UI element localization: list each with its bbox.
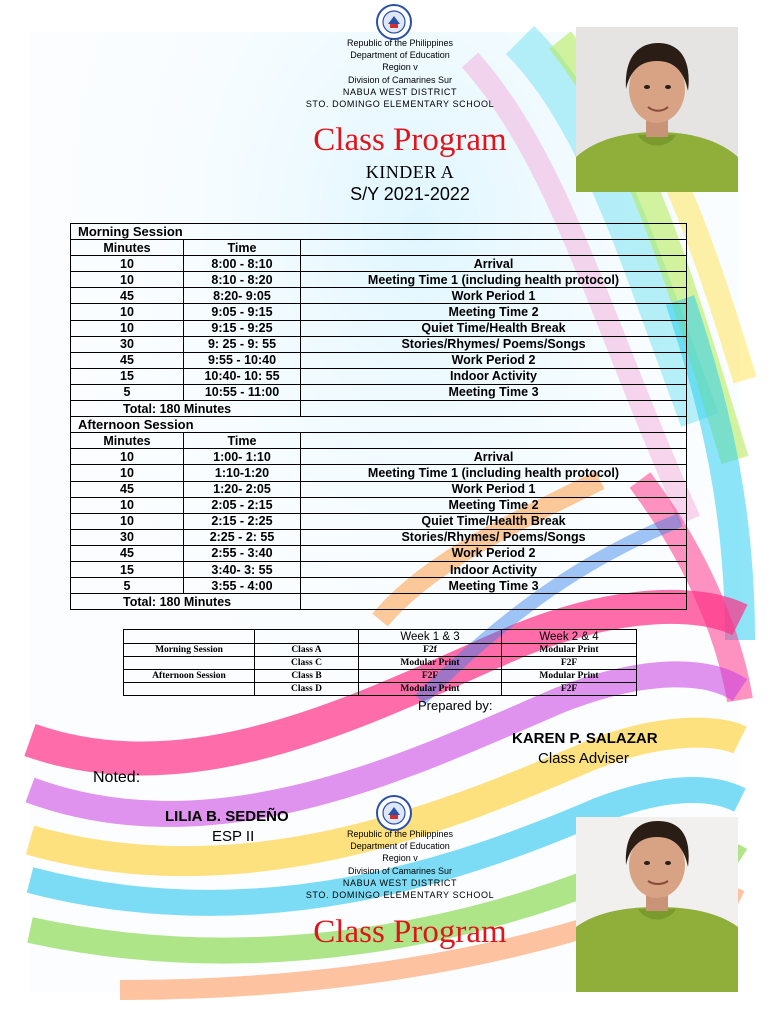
- principal-role: ESP II: [212, 828, 255, 845]
- minutes-cell: 5: [71, 578, 184, 594]
- table-row: [71, 529, 687, 545]
- week-header-row: [124, 630, 637, 644]
- activity-cell: Work Period 1: [301, 288, 687, 304]
- header-line: Republic of the Philippines: [346, 38, 454, 48]
- activity-cell: Quiet Time/Health Break: [301, 320, 687, 336]
- column-header-row: [71, 240, 687, 256]
- table-row: [71, 561, 687, 577]
- adviser-photo: [576, 817, 738, 992]
- time-cell: 9:15 - 9:25: [184, 320, 301, 336]
- morning-total: Total: 180 Minutes: [71, 401, 301, 417]
- table-row: [71, 481, 687, 497]
- time-cell: 9:55 - 10:40: [184, 352, 301, 368]
- minutes-cell: 10: [71, 497, 184, 513]
- minutes-header: Minutes: [71, 433, 184, 449]
- week-cell: Modular Print: [359, 657, 502, 670]
- time-cell: 9: 25 - 9: 55: [184, 336, 301, 352]
- week-cell: Modular Print: [502, 670, 637, 683]
- activity-cell: Meeting Time 3: [301, 384, 687, 400]
- principal-name: LILIA B. SEDEÑO: [165, 808, 289, 825]
- time-header: Time: [184, 240, 301, 256]
- activity-cell: Quiet Time/Health Break: [301, 513, 687, 529]
- week-schedule-table: [123, 629, 637, 696]
- week-cell: Class C: [255, 657, 359, 670]
- time-cell: 2:55 - 3:40: [184, 545, 301, 561]
- activity-cell: Work Period 2: [301, 545, 687, 561]
- school-year: S/Y 2021-2022: [350, 184, 470, 204]
- week-cell: Class B: [255, 670, 359, 683]
- week-cell: Afternoon Session: [124, 670, 255, 683]
- table-row: [71, 304, 687, 320]
- minutes-cell: 10: [71, 513, 184, 529]
- header-line: Region v: [382, 62, 418, 73]
- minutes-cell: 15: [71, 561, 184, 577]
- activity-header: [301, 240, 687, 256]
- week-cell: F2F: [502, 657, 637, 670]
- school-header: [250, 37, 550, 110]
- activity-cell: Arrival: [301, 449, 687, 465]
- activity-cell: Arrival: [301, 256, 687, 272]
- header-line: Division of Camarines Sur: [347, 865, 453, 876]
- activity-cell: Meeting Time 2: [301, 497, 687, 513]
- deped-seal-icon: [376, 4, 412, 40]
- time-cell: 3:40- 3: 55: [184, 561, 301, 577]
- minutes-cell: 45: [71, 481, 184, 497]
- session-header-row: [71, 224, 687, 240]
- minutes-cell: 10: [71, 320, 184, 336]
- school-header: [250, 828, 550, 901]
- minutes-cell: 10: [71, 465, 184, 481]
- page-title-bottom: Class Program: [313, 914, 507, 950]
- time-cell: 3:55 - 4:00: [184, 578, 301, 594]
- week-cell: F2F: [502, 683, 637, 696]
- afternoon-total: Total: 180 Minutes: [71, 594, 301, 610]
- minutes-cell: 15: [71, 368, 184, 384]
- adviser-role: Class Adviser: [538, 750, 629, 767]
- week-row: [124, 644, 637, 657]
- week-header-cell: [124, 630, 255, 644]
- minutes-cell: 30: [71, 336, 184, 352]
- header-line: NABUA WEST DISTRICT: [342, 877, 458, 888]
- column-header-row: [71, 433, 687, 449]
- deped-seal-icon: [376, 795, 412, 831]
- minutes-header: Minutes: [71, 240, 184, 256]
- activity-cell: Indoor Activity: [301, 561, 687, 577]
- table-row: [71, 352, 687, 368]
- empty-cell: [301, 594, 687, 610]
- header-line: STO. DOMINGO ELEMENTARY SCHOOL: [305, 99, 495, 110]
- time-cell: 1:00- 1:10: [184, 449, 301, 465]
- morning-session-label: Morning Session: [71, 224, 687, 240]
- week-cell: F2F: [359, 670, 502, 683]
- afternoon-session-label: Afternoon Session: [71, 417, 687, 433]
- table-row: [71, 384, 687, 400]
- week-cell: [124, 683, 255, 696]
- time-cell: 8:00 - 8:10: [184, 256, 301, 272]
- week-row: [124, 670, 637, 683]
- time-cell: 10:55 - 11:00: [184, 384, 301, 400]
- table-row: [71, 336, 687, 352]
- minutes-cell: 30: [71, 529, 184, 545]
- page-title: Class Program: [313, 122, 507, 158]
- table-row: [71, 513, 687, 529]
- header-line: Department of Education: [350, 841, 450, 852]
- time-cell: 10:40- 10: 55: [184, 368, 301, 384]
- activity-cell: Meeting Time 1 (including health protocol): [301, 465, 687, 481]
- week-cell: Morning Session: [124, 644, 255, 657]
- table-row: [71, 578, 687, 594]
- activity-cell: Meeting Time 3: [301, 578, 687, 594]
- time-cell: 9:05 - 9:15: [184, 304, 301, 320]
- header-line: STO. DOMINGO ELEMENTARY SCHOOL: [305, 890, 495, 901]
- empty-cell: [301, 401, 687, 417]
- minutes-cell: 10: [71, 449, 184, 465]
- week-cell: Modular Print: [359, 683, 502, 696]
- table-row: [71, 368, 687, 384]
- activity-cell: Indoor Activity: [301, 368, 687, 384]
- prepared-by-label: Prepared by:: [418, 698, 493, 713]
- table-row: [71, 545, 687, 561]
- table-row: [71, 320, 687, 336]
- time-cell: 2:05 - 2:15: [184, 497, 301, 513]
- header-line: Division of Camarines Sur: [347, 74, 453, 85]
- minutes-cell: 10: [71, 256, 184, 272]
- week-header-cell: [255, 630, 359, 644]
- table-row: [71, 465, 687, 481]
- table-row: [71, 497, 687, 513]
- time-cell: 8:20- 9:05: [184, 288, 301, 304]
- time-header: Time: [184, 433, 301, 449]
- table-row: [71, 449, 687, 465]
- week-cell: [124, 657, 255, 670]
- minutes-cell: 45: [71, 288, 184, 304]
- activity-cell: Stories/Rhymes/ Poems/Songs: [301, 529, 687, 545]
- minutes-cell: 45: [71, 352, 184, 368]
- week-row: [124, 683, 637, 696]
- total-row: [71, 594, 687, 610]
- week-header-cell: Week 2 & 4: [502, 630, 637, 644]
- week-row: [124, 657, 637, 670]
- table-row: [71, 272, 687, 288]
- week-cell: F2f: [359, 644, 502, 657]
- activity-cell: Work Period 2: [301, 352, 687, 368]
- activity-cell: Stories/Rhymes/ Poems/Songs: [301, 336, 687, 352]
- minutes-cell: 45: [71, 545, 184, 561]
- time-cell: 8:10 - 8:20: [184, 272, 301, 288]
- activity-header: [301, 433, 687, 449]
- week-cell: Modular Print: [502, 644, 637, 657]
- minutes-cell: 5: [71, 384, 184, 400]
- header-line: Republic of the Philippines: [346, 829, 454, 839]
- activity-cell: Work Period 1: [301, 481, 687, 497]
- time-cell: 2:15 - 2:25: [184, 513, 301, 529]
- header-line: NABUA WEST DISTRICT: [342, 86, 458, 97]
- session-header-row: [71, 417, 687, 433]
- table-row: [71, 288, 687, 304]
- noted-label: Noted:: [93, 769, 141, 786]
- table-row: [71, 256, 687, 272]
- time-cell: 1:10-1:20: [184, 465, 301, 481]
- total-row: [71, 401, 687, 417]
- header-line: Region v: [382, 853, 418, 864]
- adviser-photo: [576, 27, 738, 192]
- time-cell: 2:25 - 2: 55: [184, 529, 301, 545]
- activity-cell: Meeting Time 2: [301, 304, 687, 320]
- schedule-table: [70, 223, 687, 610]
- week-cell: Class D: [255, 683, 359, 696]
- week-cell: Class A: [255, 644, 359, 657]
- class-name: KINDER A: [365, 162, 455, 182]
- header-line: Department of Education: [350, 50, 450, 61]
- time-cell: 1:20- 2:05: [184, 481, 301, 497]
- minutes-cell: 10: [71, 272, 184, 288]
- adviser-name: KAREN P. SALAZAR: [512, 730, 658, 747]
- week-header-cell: Week 1 & 3: [359, 630, 502, 644]
- minutes-cell: 10: [71, 304, 184, 320]
- activity-cell: Meeting Time 1 (including health protocol): [301, 272, 687, 288]
